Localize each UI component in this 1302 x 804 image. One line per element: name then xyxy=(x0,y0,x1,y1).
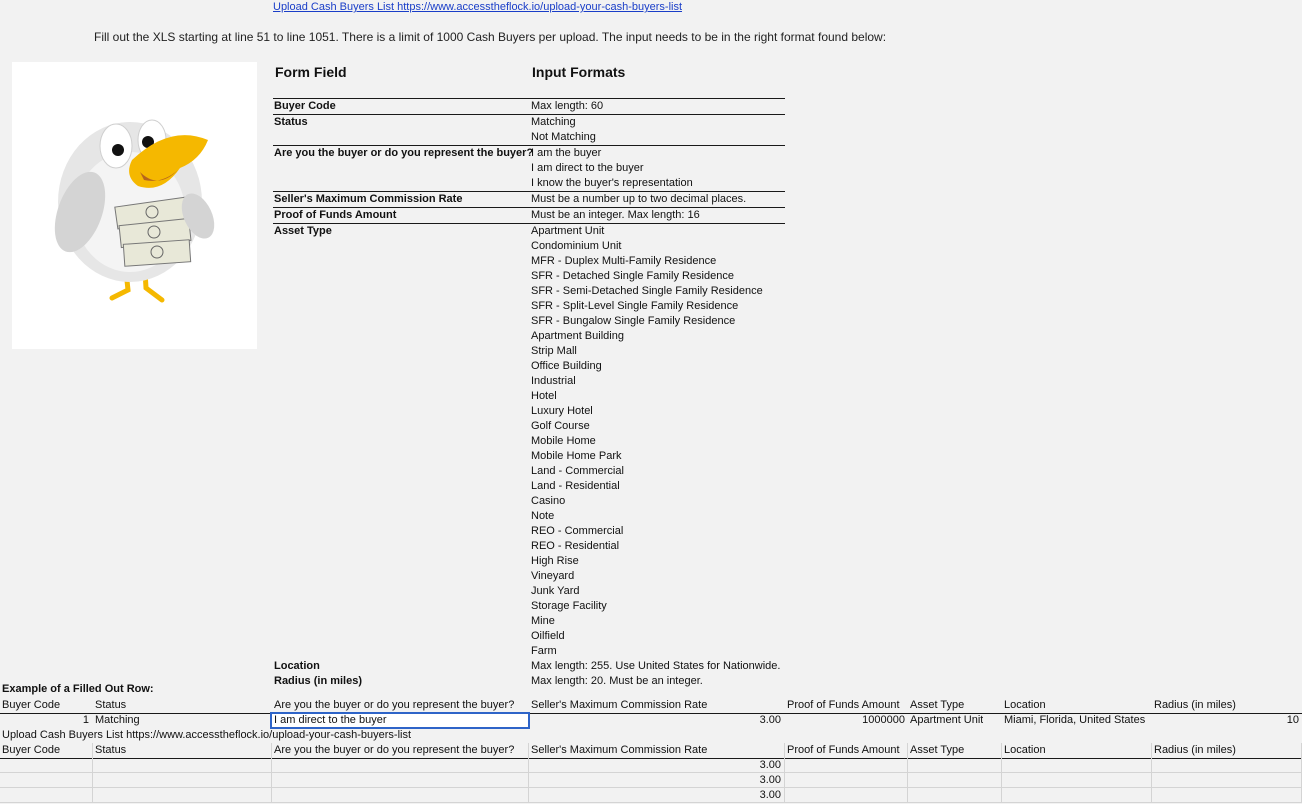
field-row-buyer-code xyxy=(273,98,785,115)
cell-represent-selected[interactable]: I am direct to the buyer xyxy=(271,713,529,728)
field-name: Proof of Funds Amount xyxy=(274,209,397,221)
format-line: Max length: 60 xyxy=(531,100,604,112)
cell-commission[interactable]: 3.00 xyxy=(529,758,785,773)
format-line: Must be a number up to two decimal places. xyxy=(531,193,747,205)
format-line: Junk Yard xyxy=(531,585,580,597)
empty-cell[interactable] xyxy=(93,758,272,773)
format-line: SFR - Semi-Detached Single Family Residence xyxy=(531,285,763,297)
format-line: SFR - Bungalow Single Family Residence xyxy=(531,315,736,327)
format-line: High Rise xyxy=(531,555,579,567)
field-name: Location xyxy=(274,660,320,672)
field-format-table xyxy=(273,98,785,689)
empty-cell[interactable] xyxy=(1152,773,1302,788)
format-line: Luxury Hotel xyxy=(531,405,593,417)
col-buyer-code[interactable]: Buyer Code xyxy=(2,699,61,711)
upload-text-row xyxy=(0,728,1302,743)
field-row-status xyxy=(273,115,785,146)
col-commission[interactable]: Seller's Maximum Commission Rate xyxy=(529,743,785,758)
format-line: I am direct to the buyer xyxy=(531,162,644,174)
cell-radius[interactable]: 10 xyxy=(1286,714,1299,726)
cell-funds[interactable]: 1000000 xyxy=(862,714,905,726)
format-line: Farm xyxy=(531,645,557,657)
format-line: Max length: 20. Must be an integer. xyxy=(531,675,703,687)
instruction-text: Fill out the XLS starting at line 51 to line 1051. There is a limit of 1000 Cash Buyers per upload. The input needs to be in the right format found below: xyxy=(94,30,887,44)
col-represent[interactable]: Are you the buyer or do you represent the buyer? xyxy=(272,743,529,758)
empty-cell[interactable] xyxy=(908,788,1002,803)
format-line: Note xyxy=(531,510,555,522)
empty-cell[interactable] xyxy=(785,773,908,788)
format-line: MFR - Duplex Multi-Family Residence xyxy=(531,255,717,267)
field-name: Asset Type xyxy=(274,225,332,237)
empty-cell[interactable] xyxy=(908,773,1002,788)
field-row-location xyxy=(273,659,785,674)
empty-cell[interactable] xyxy=(1002,788,1152,803)
format-line: Vineyard xyxy=(531,570,575,582)
empty-cell[interactable] xyxy=(1152,758,1302,773)
cell-location[interactable]: Miami, Florida, United States xyxy=(1004,714,1146,726)
col-commission[interactable]: Seller's Maximum Commission Rate xyxy=(531,699,708,711)
input-formats-header: Input Formats xyxy=(532,64,626,80)
format-line: Apartment Building xyxy=(531,330,624,342)
format-line: REO - Residential xyxy=(531,540,620,552)
bird-holding-cash-icon xyxy=(12,62,257,349)
cell-buyer-code[interactable]: 1 xyxy=(82,714,89,726)
empty-cell[interactable] xyxy=(785,788,908,803)
cell-commission[interactable]: 3.00 xyxy=(759,714,781,726)
field-name: Status xyxy=(274,116,308,128)
format-line: Max length: 255. Use United States for Nationwide. xyxy=(531,660,781,672)
upload-text[interactable]: Upload Cash Buyers List https://www.accesstheflock.io/upload-your-cash-buyers-list xyxy=(2,729,412,741)
field-row-asset-type xyxy=(273,224,785,659)
format-line: Mobile Home xyxy=(531,435,596,447)
empty-cell[interactable] xyxy=(0,758,93,773)
col-funds[interactable]: Proof of Funds Amount xyxy=(787,699,900,711)
format-line: REO - Commercial xyxy=(531,525,624,537)
empty-cell[interactable] xyxy=(1152,788,1302,803)
empty-cell[interactable] xyxy=(1002,773,1152,788)
field-row-commission xyxy=(273,192,785,208)
col-status[interactable]: Status xyxy=(93,743,272,758)
format-line: Land - Residential xyxy=(531,480,620,492)
cell-asset[interactable]: Apartment Unit xyxy=(910,714,984,726)
col-radius[interactable]: Radius (in miles) xyxy=(1152,743,1302,758)
col-radius[interactable]: Radius (in miles) xyxy=(1154,699,1236,711)
empty-cell[interactable] xyxy=(1002,758,1152,773)
format-line: Mobile Home Park xyxy=(531,450,622,462)
format-line: Mine xyxy=(531,615,555,627)
format-line: Golf Course xyxy=(531,420,590,432)
col-buyer-code[interactable]: Buyer Code xyxy=(0,743,93,758)
format-line: SFR - Split-Level Single Family Residence xyxy=(531,300,739,312)
form-field-header: Form Field xyxy=(275,64,347,80)
empty-cell[interactable] xyxy=(908,758,1002,773)
format-line: Land - Commercial xyxy=(531,465,624,477)
empty-cell[interactable] xyxy=(93,773,272,788)
cell-commission[interactable]: 3.00 xyxy=(529,788,785,803)
cell-commission[interactable]: 3.00 xyxy=(529,773,785,788)
empty-cell[interactable] xyxy=(0,788,93,803)
format-line: I am the buyer xyxy=(531,147,602,159)
sheet-row xyxy=(0,758,1302,773)
format-line: Industrial xyxy=(531,375,576,387)
format-line: Office Building xyxy=(531,360,602,372)
col-location[interactable]: Location xyxy=(1002,743,1152,758)
col-location[interactable]: Location xyxy=(1004,699,1046,711)
col-represent[interactable]: Are you the buyer or do you represent the buyer? xyxy=(274,699,515,711)
format-line: Hotel xyxy=(531,390,557,402)
format-line: Strip Mall xyxy=(531,345,577,357)
format-line: Oilfield xyxy=(531,630,565,642)
field-name: Radius (in miles) xyxy=(274,675,363,687)
empty-cell[interactable] xyxy=(272,758,529,773)
upload-link-top[interactable]: Upload Cash Buyers List https://www.accesstheflock.io/upload-your-cash-buyers-list xyxy=(273,1,683,13)
col-asset[interactable]: Asset Type xyxy=(910,699,965,711)
empty-cell[interactable] xyxy=(272,773,529,788)
col-status[interactable]: Status xyxy=(95,699,127,711)
example-data-row xyxy=(0,713,1302,728)
format-line: SFR - Detached Single Family Residence xyxy=(531,270,734,282)
format-line: Matching xyxy=(531,116,576,128)
field-name: Are you the buyer or do you represent the buyer? xyxy=(274,147,534,159)
example-title: Example of a Filled Out Row: xyxy=(2,683,154,695)
format-line: Condominium Unit xyxy=(531,240,622,252)
sheet-row xyxy=(0,788,1302,803)
format-line: Apartment Unit xyxy=(531,225,605,237)
empty-cell[interactable] xyxy=(93,788,272,803)
field-name: Seller's Maximum Commission Rate xyxy=(274,193,463,205)
format-line: I know the buyer's representation xyxy=(531,177,693,189)
format-line: Not Matching xyxy=(531,131,596,143)
field-row-radius xyxy=(273,674,785,689)
mascot-image xyxy=(12,62,257,349)
col-funds[interactable]: Proof of Funds Amount xyxy=(785,743,908,758)
field-row-funds xyxy=(273,208,785,224)
empty-cell[interactable] xyxy=(272,788,529,803)
col-asset[interactable]: Asset Type xyxy=(908,743,1002,758)
empty-cell[interactable] xyxy=(785,758,908,773)
field-row-represent xyxy=(273,146,785,192)
format-line: Storage Facility xyxy=(531,600,607,612)
sheet-row xyxy=(0,773,1302,788)
field-name: Buyer Code xyxy=(274,100,336,112)
empty-cell[interactable] xyxy=(0,773,93,788)
example-header-row xyxy=(0,698,1302,714)
format-line: Must be an integer. Max length: 16 xyxy=(531,209,700,221)
format-line: Casino xyxy=(531,495,566,507)
sheet-header-row xyxy=(0,743,1302,759)
cell-status[interactable]: Matching xyxy=(95,714,140,726)
